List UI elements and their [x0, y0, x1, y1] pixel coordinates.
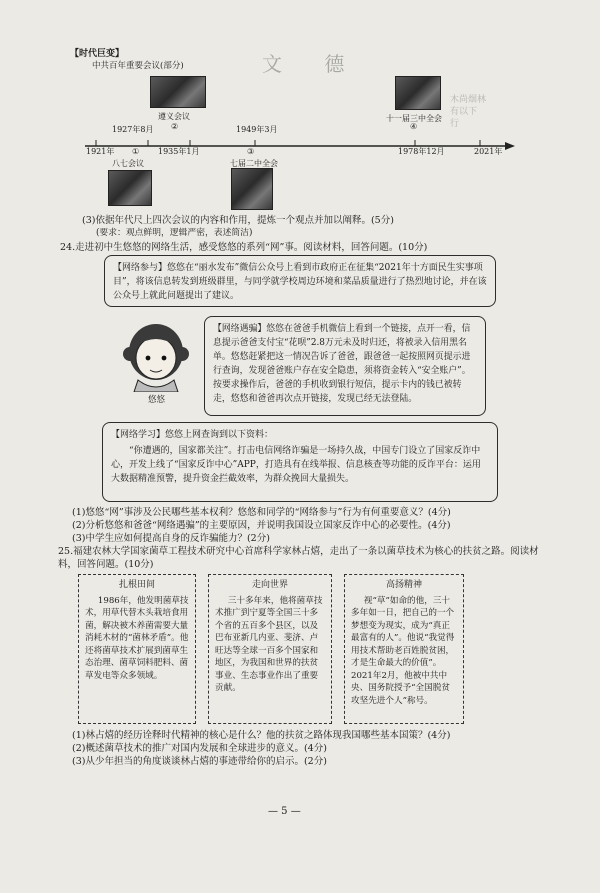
- meeting-third-plenary: 十一届三中全会: [386, 114, 442, 123]
- third-plenary-photo: [395, 76, 441, 110]
- chart-title: 中共百年重要会议(部分): [92, 61, 184, 71]
- year-1927: 1927年8月: [112, 125, 154, 134]
- character-name: 悠悠: [148, 395, 166, 405]
- ghost-title: 文 德: [262, 52, 363, 76]
- marker-1: ①: [132, 147, 140, 156]
- q25-question-1: (1)林占熺的经历诠释时代精神的核心是什么？他的扶贫之路体现我国哪些基本国策？(4分): [72, 730, 451, 741]
- page-number: — 5 —: [268, 806, 301, 817]
- marker-3: ③: [247, 147, 255, 156]
- q24-box-learning-body: “你遭遇的，国家都关注”。打击电信网络诈骗是一场持久战，中国专门设立了国家反诈中心，开发上线了“国家反诈中心”APP，打造具有在线举报、信息核查等功能的反诈平台：运用大数据精准预警，提升资金拦截效率，为群众挽回大量损失。: [111, 446, 481, 484]
- year-2021: 2021年: [474, 147, 503, 156]
- marker-2: ②: [171, 122, 179, 131]
- q24-question-2: (2)分析悠悠和爸爸“网络遇骗”的主要原因，并说明我国设立国家反诈中心的必要性。(4分): [72, 520, 451, 531]
- story-card-3-body: 视“草”如命的他，三十多年如一日，把自己的一个梦想变为现实，成为“真正最富有的人”。他说“我觉得用技术帮助老百姓脱贫困，才是生命最大的价值”。2021年2月，他被中共中央、国务院授予“全国脱贫攻坚先进个人”称号。: [351, 595, 455, 706]
- q24-box-learning: [102, 422, 498, 502]
- q24-intro: 24.走进初中生悠悠的网络生活，感受悠悠的系列“网”事。阅读材料，回答问题。(10分): [60, 242, 428, 253]
- year-1935: 1935年1月: [158, 147, 200, 156]
- q24-box-learning-title: 【网络学习】悠悠上网查询到以下资料：: [111, 430, 274, 440]
- story-card-2-body: 三十多年来，他将菌草技术推广到宁夏等全国三十多个省的五百多个县区，以及巴布亚新几内亚、斐济、卢旺达等全球一百多个国家和地区，为我国和世界的扶贫事业、生态事业作出了重要贡献。: [215, 595, 323, 693]
- meeting-zunyi: 遵义会议: [158, 112, 190, 121]
- q24-box-scam: 【网络遇骗】悠悠在爸爸手机微信上看到一个链接，点开一看，信息提示爸爸支付宝“花呗”2.8万元未及时归还，将被录入信用黑名单。悠悠赶紧把这一情况告诉了爸爸，跟爸爸一起按照网页提示进行查询，发现爸爸账户存在安全隐患，须将资金转入“安全账户”。按要求操作后，爸爸的手机收到银行短信，提示卡内的钱已被转走，悠悠和爸爸再次点开链接，发现已经无法登陆。: [204, 316, 486, 416]
- q24-box-participation: 【网络参与】悠悠在“丽水发布”微信公众号上看到市政府正在征集“2021年十方面民生实事项目”，将该信息转发到班级群里，与同学就学校周边环境和菜品质量进行了热烈地讨论，并在该公众号上就此问题提出了建议。: [104, 255, 496, 307]
- timeline-axis: [80, 136, 525, 156]
- meeting-august-seventh: 八七会议: [112, 159, 144, 168]
- year-1978: 1978年12月: [398, 147, 445, 156]
- zunyi-photo: [150, 76, 206, 108]
- q25-question-2: (2)概述菌草技术的推广对国内发展和全球进步的意义。(4分): [72, 743, 327, 754]
- story-card-1-body: 1986年，他发明菌草技术，用草代替木头栽培食用菌，解决被木养菌需要大量消耗木材的“菌林矛盾”。他还将菌草技术扩展到菌草生态治理、菌草饲料肥料、菌草发电等众多领域。: [85, 595, 189, 681]
- story-card-1: [78, 574, 196, 724]
- story-card-3-title: 高扬精神: [385, 580, 422, 590]
- august-seventh-photo: [108, 170, 152, 206]
- story-card-2: [208, 574, 332, 724]
- story-card-3: [344, 574, 464, 724]
- q23-3-text: (3)依据年代尺上四次会议的内容和作用，提炼一个观点并加以阐释。(5分): [82, 215, 394, 226]
- section-badge: 【时代巨变】: [70, 49, 125, 59]
- second-plenary-photo: [231, 168, 273, 210]
- year-1921: 1921年: [86, 147, 115, 156]
- q24-question-3: (3)中学生应如何提高自身的反诈骗能力？(2分): [72, 533, 270, 544]
- meeting-second-plenary: 七届二中全会: [230, 159, 278, 168]
- ghost-right-text: 木尚烟林 有以下 行: [450, 95, 487, 129]
- story-card-1-title: 扎根田间: [118, 580, 155, 590]
- q25-question-3: (3)从少年担当的角度谈谈林占熺的事迹带给你的启示。(2分): [72, 756, 327, 767]
- q24-question-1: (1)悠悠“网”事涉及公民哪些基本权利？悠悠和同学的“网络参与”行为有何重要意义？(4分): [72, 507, 451, 518]
- student-girl-icon: [118, 318, 194, 392]
- q25-intro: 25.福建农林大学国家菌草工程技术研究中心首席科学家林占熺，走出了一条以菌草技术为核心的扶贫之路。阅读材料，回答问题。(10分): [58, 546, 539, 570]
- story-card-2-title: 走向世界: [251, 580, 288, 590]
- q23-3-hint: (要求：观点鲜明，逻辑严密，表述简洁): [96, 228, 253, 238]
- year-1949: 1949年3月: [236, 125, 278, 134]
- marker-4: ④: [410, 122, 418, 131]
